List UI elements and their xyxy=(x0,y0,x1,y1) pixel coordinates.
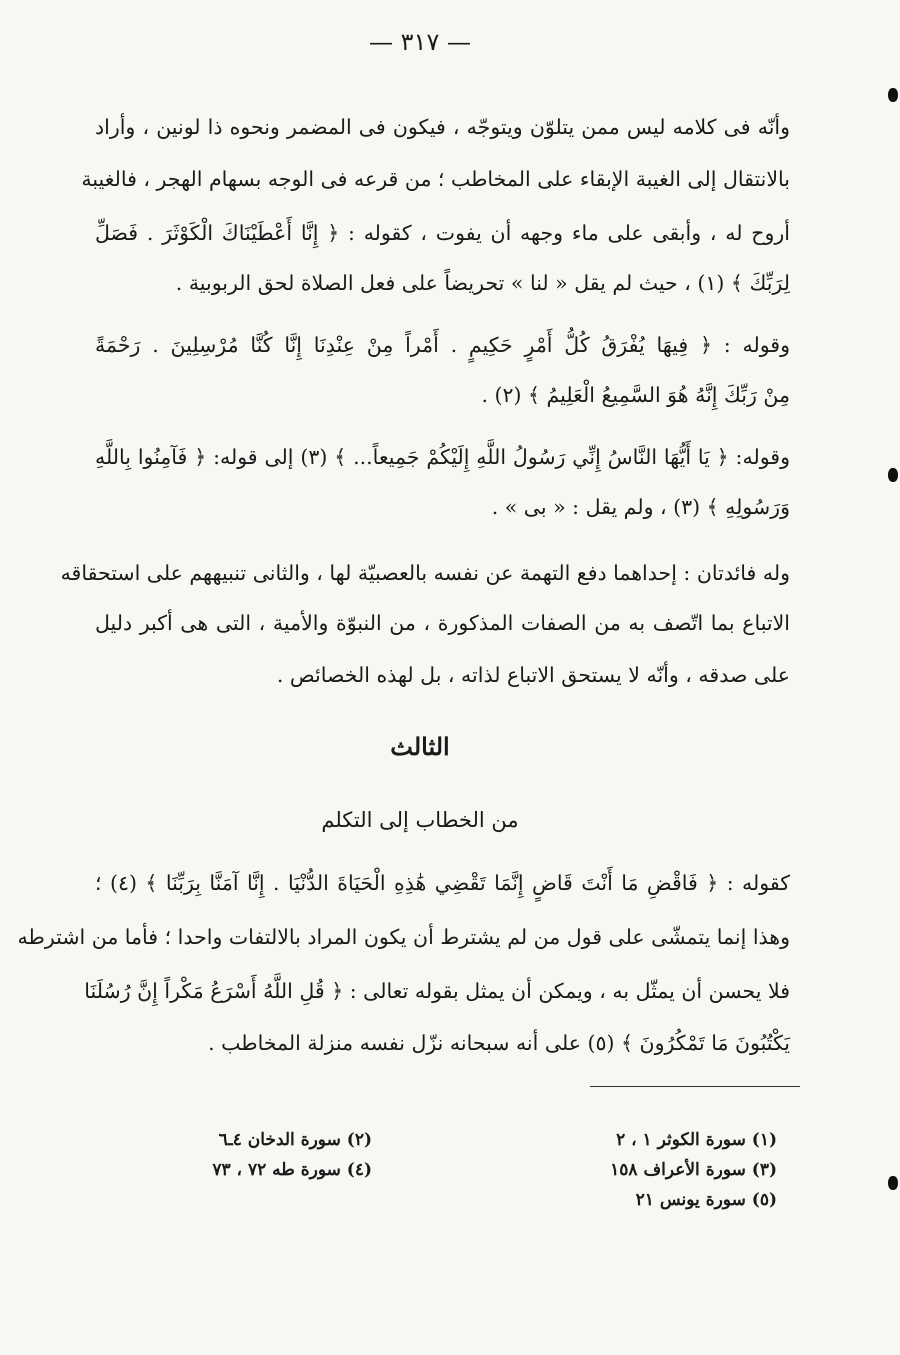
footnote-divider xyxy=(590,1086,800,1087)
body-line: الاتباع بما اتّصف به من الصفات المذكورة ، من النبوّة والأمية ، التى هى أكبر دليل xyxy=(95,611,790,635)
binding-hole-mark xyxy=(888,1176,898,1190)
binding-hole-mark xyxy=(888,88,898,102)
body-line: على صدقه ، وأنّه لا يستحق الاتباع لذاته ، بل لهذه الخصائص . xyxy=(276,663,790,687)
footnote: (٥) سورة يونس ٢١ xyxy=(635,1190,777,1210)
body-line: وله فائدتان : إحداهما دفع التهمة عن نفسه بالعصبيّة لها ، والثانى تنبيههم على استحقاقه xyxy=(60,561,790,585)
body-line: وقوله : ﴿ فِيهَا يُفْرَقُ كُلُّ أَمْرٍ حَكِيمٍ . أَمْراً مِنْ عِنْدِنَا إِنَّا كُنَّا مُرْسِلِينَ . رَحْمَةً xyxy=(95,333,790,357)
body-line: وقوله: ﴿ يَا أَيُّهَا النَّاسُ إِنِّي رَسُولُ اللَّهِ إِلَيْكُمْ جَمِيعاً... ﴾ (٣) إلى قوله: ﴿ فَآمِنُوا بِاللَّهِ xyxy=(95,445,790,469)
footnote: (٤) سورة طه ٧٢ ، ٧٣ xyxy=(212,1160,372,1180)
body-line: كقوله : ﴿ فَاقْضِ مَا أَنْتَ قَاضٍ إِنَّمَا تَقْضِي هَٰذِهِ الْحَيَاةَ الدُّنْيَا . إِنَّا آمَنَّا بِرَبِّنَا ﴾ (٤) ؛ xyxy=(95,871,791,895)
body-line: مِنْ رَبِّكَ إِنَّهُ هُوَ السَّمِيعُ الْعَلِيمُ ﴾ (٢) . xyxy=(481,383,790,407)
binding-hole-mark xyxy=(888,468,898,482)
body-line: يَكْتُبُونَ مَا تَمْكُرُونَ ﴾ (٥) على أنه سبحانه نزّل نفسه منزلة المخاطب . xyxy=(208,1031,790,1055)
section-heading: الثالث xyxy=(390,732,450,761)
body-line: لِرَبِّكَ ﴾ (١) ، حيث لم يقل « لنا » تحريضاً على فعل الصلاة لحق الربوبية . xyxy=(175,271,790,295)
body-line: فلا يحسن أن يمثّل به ، ويمكن أن يمثل بقوله تعالى : ﴿ قُلِ اللَّهُ أَسْرَعُ مَكْراً إِنَّ رُسُلَنَا xyxy=(84,979,790,1003)
footnote: (٢) سورة الدخان ٤ـ٦ xyxy=(218,1130,372,1150)
body-line: أروح له ، وأبقى على ماء وجهه أن يفوت ، كقوله : ﴿ إِنَّا أَعْطَيْنَاكَ الْكَوْثَرَ . فَصَلِّ xyxy=(95,221,790,245)
section-subheading: من الخطاب إلى التكلم xyxy=(321,808,519,832)
body-line: وَرَسُولِهِ ﴾ (٣) ، ولم يقل : « بى » . xyxy=(491,495,790,519)
footnote: (٣) سورة الأعراف ١٥٨ xyxy=(610,1160,777,1180)
page-number: — ٣١٧ — xyxy=(369,28,471,56)
footnote: (١) سورة الكوثر ١ ، ٢ xyxy=(616,1130,777,1150)
body-line: وهذا إنما يتمشّى على قول من لم يشترط أن يكون المراد بالالتفات واحدا ؛ فأما من اشترطه xyxy=(17,925,790,949)
body-line: وأنّه فى كلامه ليس ممن يتلوّن ويتوجّه ، فيكون فى المضمر ونحوه ذا لونين ، وأراد xyxy=(95,115,790,139)
body-line: بالانتقال إلى الغيبة الإبقاء على المخاطب ؛ من قرعه فى الوجه بسهام الهجر ، فالغيبة xyxy=(81,167,790,191)
